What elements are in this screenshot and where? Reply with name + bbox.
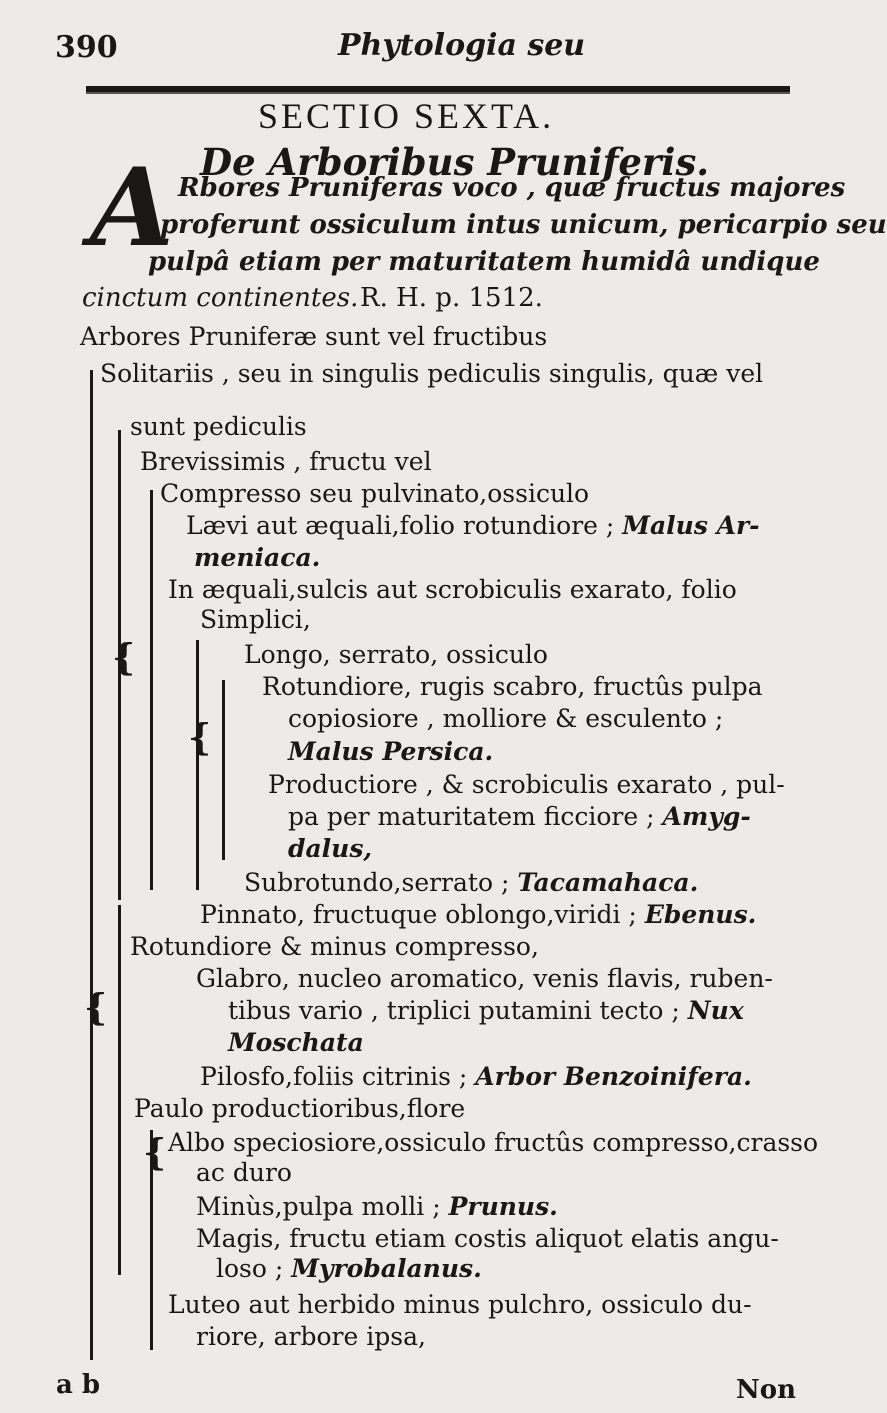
header-rule bbox=[86, 86, 790, 94]
text-line-3: sunt pediculis bbox=[130, 412, 307, 441]
intro-line-1: Rbores Pruniferas voco , quæ fructus majores bbox=[178, 173, 846, 203]
text-line-21: tibus vario , triplici putamini tecto ; Nux bbox=[228, 996, 744, 1025]
text-line-15: pa per maturitatem ficciore ; Amyg- bbox=[288, 802, 751, 831]
text-line-19: Rotundiore & minus compresso, bbox=[130, 932, 539, 961]
text-line-1: Arbores Pruniferæ sunt vel fructibus bbox=[80, 322, 548, 351]
brace-level-2b bbox=[118, 905, 121, 1275]
text-line-6: Lævi aut æquali,folio rotundiore ; Malus Ar- bbox=[186, 511, 760, 540]
text-line-5: Compresso seu pulvinato,ossiculo bbox=[160, 479, 590, 508]
intro-line-2: proferunt ossiculum intus unicum, pericarpio seu bbox=[160, 210, 887, 240]
text-line-26: ac duro bbox=[196, 1158, 292, 1187]
text-line-14: Productiore , & scrobiculis exarato , pul- bbox=[268, 770, 785, 799]
text-line-7: meniaca. bbox=[194, 543, 321, 572]
running-title: Phytologia seu bbox=[338, 28, 586, 63]
text-line-30: Luteo aut herbido minus pulchro, ossiculo du- bbox=[168, 1290, 752, 1319]
brace-level-3 bbox=[150, 490, 153, 890]
text-line-4: Brevissimis , fructu vel bbox=[140, 447, 432, 476]
text-line-27: Minùs,pulpa molli ; Prunus. bbox=[196, 1192, 558, 1221]
text-line-25: Albo speciosiore,ossiculo fructûs compresso,crasso bbox=[168, 1128, 819, 1157]
page-number: 390 bbox=[55, 30, 118, 65]
brace-level-4 bbox=[196, 640, 199, 890]
catchword: Non bbox=[736, 1375, 797, 1405]
text-line-29: loso ; Myrobalanus. bbox=[216, 1254, 482, 1283]
text-line-2: Solitariis , seu in singulis pediculis singulis, quæ vel bbox=[100, 359, 764, 388]
intro-line-4: cinctum continentes. bbox=[82, 283, 359, 313]
text-line-16: dalus, bbox=[288, 834, 373, 863]
brace-level-1 bbox=[90, 370, 93, 1360]
text-line-31: riore, arbore ipsa, bbox=[196, 1322, 426, 1351]
text-line-18: Pinnato, fructuque oblongo,viridi ; Ebenus. bbox=[200, 900, 757, 929]
section-heading: SECTIO SEXTA. bbox=[258, 96, 555, 136]
section-subtitle: De Arboribus Pruniferis. bbox=[200, 140, 710, 184]
text-line-28: Magis, fructu etiam costis aliquot elatis angu- bbox=[196, 1224, 779, 1253]
text-line-17: Subrotundo,serrato ; Tacamahaca. bbox=[244, 868, 699, 897]
text-line-11: Rotundiore, rugis scabro, fructûs pulpa bbox=[262, 672, 763, 701]
text-line-9: Simplici, bbox=[200, 605, 311, 634]
text-line-13: Malus Persica. bbox=[288, 737, 494, 766]
intro-line-3: pulpâ etiam per maturitatem humidâ undique bbox=[148, 247, 820, 277]
text-line-22: Moschata bbox=[228, 1028, 364, 1057]
brace-point-2a: { bbox=[112, 637, 136, 679]
brace-level-5 bbox=[222, 680, 225, 860]
intro-reference: R. H. p. 1512. bbox=[360, 283, 543, 313]
text-line-20: Glabro, nucleo aromatico, venis flavis, ruben- bbox=[196, 964, 773, 993]
signature-mark: a b bbox=[56, 1370, 101, 1400]
text-line-23: Pilosfo,foliis citrinis ; Arbor Benzoinifera. bbox=[200, 1062, 752, 1091]
brace-point-3b: { bbox=[143, 1132, 167, 1174]
brace-point-4: { bbox=[188, 717, 212, 759]
text-line-12: copiosiore , molliore & esculento ; bbox=[288, 704, 724, 733]
text-line-10: Longo, serrato, ossiculo bbox=[244, 640, 548, 669]
brace-point-1: { bbox=[84, 987, 108, 1029]
text-line-24: Paulo productioribus,flore bbox=[134, 1094, 466, 1123]
text-line-8: In æquali,sulcis aut scrobiculis exarato, folio bbox=[168, 575, 737, 604]
drop-cap: A bbox=[90, 145, 174, 271]
